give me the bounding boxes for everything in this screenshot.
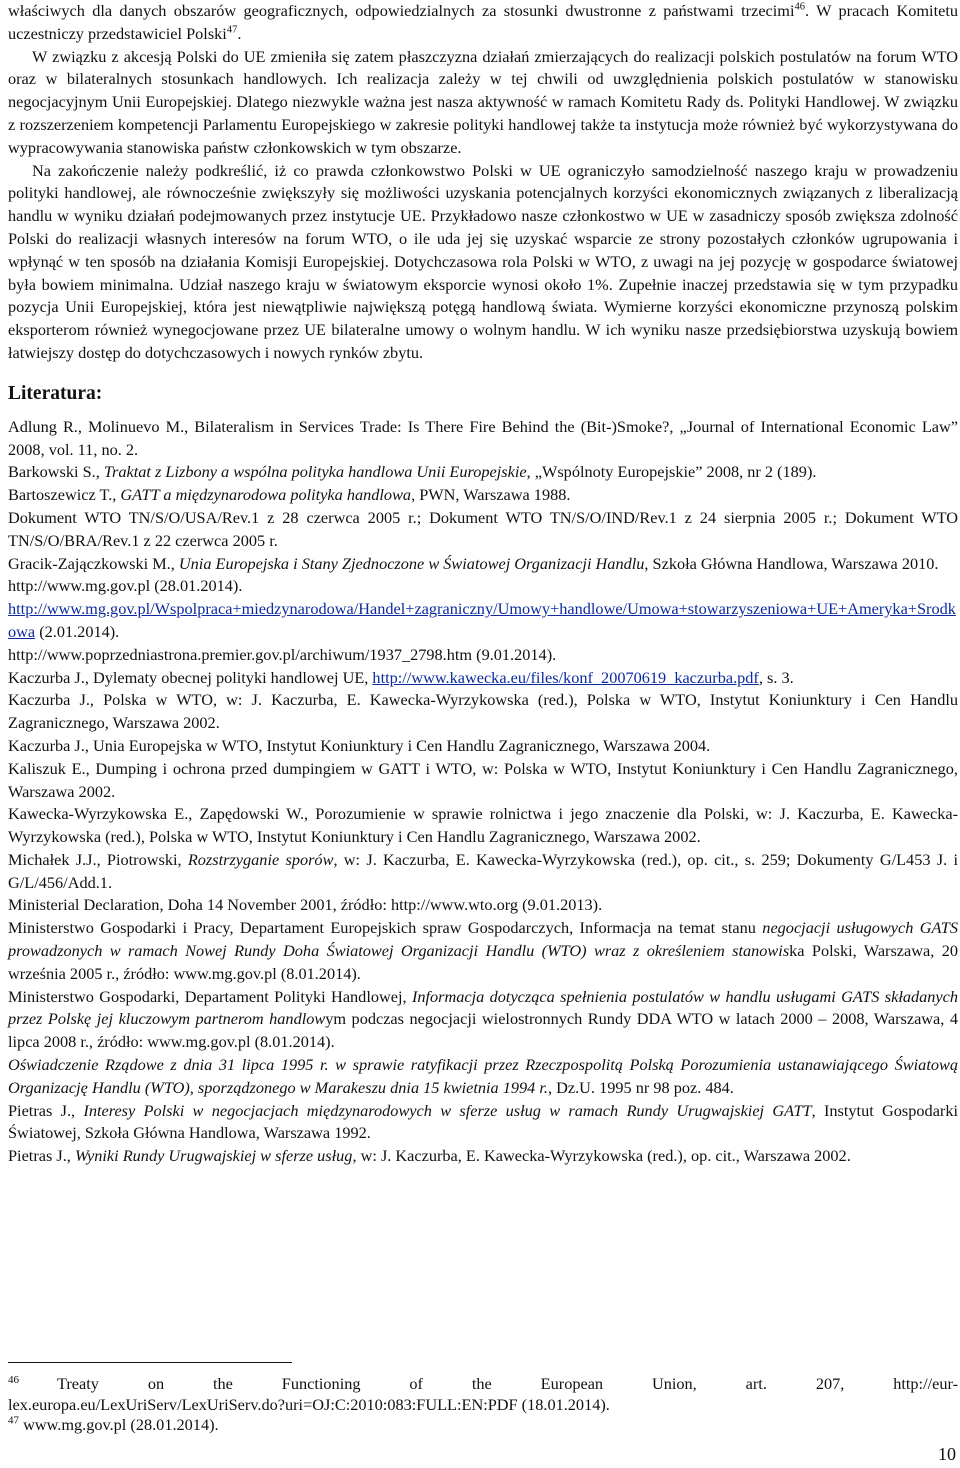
- main-text: [8, 0, 958, 1168]
- footnote-47: $^{47}$ www.mg.gov.pl (28.01.2014).: [8, 1414, 219, 1434]
- bib-entry: Dokument WTO TN/S/O/USA/Rev.1 z 28 czerwca 2005 r.; Dokument WTO TN/S/O/IND/Rev.1 z 24 sierpnia 2005 r.; Dokument WTO TN/S/O/BRA/Rev.1 z 22 czerwca 2005 r.: [8, 507, 958, 550]
- bib-entry: Kaczurba J., Dylematy obecnej polityki handlowej UE, http://www.kawecka.eu/files/konf_20070619_kaczurba.pdf, s. 3.: [8, 667, 794, 687]
- bib-entry: Pietras J., Interesy Polski w negocjacjach międzynarodowych w sferze usług w ramach Rundy Urugwajskiej GATT, Instytut Gospodarki Światowej, Szkoła Główna Handlowa, Warszawa 1992.: [8, 1100, 959, 1143]
- bib-entry: Pietras J., Wyniki Rundy Urugwajskiej w sferze usług, w: J. Kaczurba, E. Kawecka-Wyrzykowska (red.), op. cit., Warszawa 2002.: [8, 1146, 851, 1166]
- bib-entry: Kaczurba J., Polska w WTO, w: J. Kaczurba, E. Kawecka-Wyrzykowska (red.), Polska w WTO, Instytut Koniunktury i Cen Handlu Zagranicznego, Warszawa 2002.: [8, 690, 958, 733]
- page-number: 10: [938, 1444, 956, 1464]
- bib-entry: http://www.poprzedniastrona.premier.gov.pl/archiwum/1937_2798.htm (9.01.2014).: [8, 644, 557, 664]
- bib-entry: Bartoszewicz T., GATT a międzynarodowa polityka handlowa, PWN, Warszawa 1988.: [8, 485, 571, 505]
- bib-entry: http://www.mg.gov.pl/Wspolpraca+miedzynarodowa/Handel+zagraniczny/Umowy+handlowe/Umowa+stowarzyszeniowa+UE+Ameryka+Srodkowa (2.01.2014).: [8, 599, 956, 641]
- footnote-separator: [8, 1362, 292, 1363]
- bib-entry: Kawecka-Wyrzykowska E., Zapędowski W., Porozumienie w sprawie rolnictwa i jego znaczenie dla Polski, w: J. Kaczurba, E. Kawecka-Wyrzykowska (red.), Polska w WTO, Instytut Koniunktury i Cen Handlu Zagranicznego, Warszawa 2002.: [8, 804, 958, 847]
- bib-entry: Kaliszuk E., Dumping i ochrona przed dumpingiem w GATT i WTO, w: Polska w WTO, Instytut Koniunktury i Cen Handlu Zagranicznego, Warszawa 2002.: [8, 758, 958, 801]
- paragraph-continued: właściwych dla danych obszarów geograficznych, odpowiedzialnych za stosunki dwustronne z państwami trzecimi$^{46}$. W pracach Komitetu uczestniczy przedstawiciel Polski$^{47}$.: [8, 1, 958, 43]
- bib-entry: Michałek J.J., Piotrowski, Rozstrzyganie sporów, w: J. Kaczurba, E. Kawecka-Wyrzykowska (red.), op. cit., s. 259; Dokumenty G/L453 J. i G/L/456/Add.1.: [8, 849, 958, 892]
- footnotes: [8, 1374, 958, 1436]
- paragraph-accession: W związku z akcesją Polski do UE zmieniła się zatem płaszczyzna działań zmierzających do realizacji polskich postulatów na forum WTO oraz w bilateralnych stosunkach handlowych. Ich realizacja zależy w tej chwili od uwzględnienia polskich postulatów w stanowisku negocjacyjnym Unii Europejskiej. Dlatego niezwykle ważna jest nasza aktywność w ramach Komitetu Rady ds. Polityki Handlowej. W związku z rozszerzeniem kompetencji Parlamentu Europejskiego w zakresie polityki handlowej także ta instytucja może również być wykorzystywana do wypracowywania stanowiska państw członkowskich w tym obszarze.: [8, 46, 958, 157]
- bib-entry: Kaczurba J., Unia Europejska w WTO, Instytut Koniunktury i Cen Handlu Zagranicznego, Warszawa 2004.: [8, 735, 711, 755]
- bib-link-kawecka[interactable]: http://www.kawecka.eu/files/konf_20070619_kaczurba.pdf: [372, 667, 759, 687]
- bib-entry: Barkowski S., Traktat z Lizbony a wspólna polityka handlowa Unii Europejskie, „Wspólnoty Europejskie” 2008, nr 2 (189).: [8, 462, 817, 482]
- bib-entry: Ministerial Declaration, Doha 14 November 2001, źródło: http://www.wto.org (9.01.2013).: [8, 895, 603, 915]
- bibliography-list: [8, 416, 958, 1168]
- bib-entry: Gracik-Zajączkowski M., Unia Europejska i Stany Zjednoczone w Światowej Organizacji Handlu, Szkoła Główna Handlowa, Warszawa 2010.: [8, 553, 939, 573]
- bib-entry: Oświadczenie Rządowe z dnia 31 lipca 1995 r. w sprawie ratyfikacji przez Rzeczpospolitą Polską Porozumienia ustanawiającego Światową Organizację Handlu (WTO), sporządzonego w Marakeszu dnia 15 kwietnia 1994 r., Dz.U. 1995 nr 98 poz. 484.: [8, 1055, 958, 1097]
- literature-heading: Literatura:: [8, 382, 103, 404]
- footnote-ref-46[interactable]: 46: [794, 1, 805, 13]
- bib-link-mg-umowa[interactable]: http://www.mg.gov.pl/Wspolpraca+miedzynarodowa/Handel+zagraniczny/Umowy+handlowe/Umowa+stowarzyszeniowa+UE+Ameryka+Srodkowa: [8, 599, 956, 641]
- paragraph-conclusion: Na zakończenie należy podkreślić, iż co prawda członkowstwo Polski w UE ograniczyło samodzielność naszego kraju w prowadzeniu polityki handlowej, ale równocześnie zwiększyły się możliwości uzyskania potencjalnych korzyści ekonomicznych związanych z liberalizacją handlu w wyniku działań podejmowanych przez instytucje UE. Przykładowo nasze członkostwo w UE w zasadniczy sposób zwiększa zdolność Polski do realizacji własnych interesów na forum WTO, o ile uda jej się uzyskać wsparcie ze strony pozostałych członków ugrupowania i wpłynąć w ten sposób na działania Komisji Europejskiej. Dotychczasowa rola Polski w WTO, z uwagi na jej pozycję w gospodarce światowej była bowiem minimalna. Udział naszego kraju w światowym eksporcie wynosi około 1%. Zupełnie inaczej przedstawia się w tym przypadku pozycja Unii Europejskiej, która jest niewątpliwie największą potęgą handlową świata. Wymierne korzyści ekonomiczne przynoszą polskim eksporterom również wynegocjowane przez UE bilateralne umowy o wolnym handlu. W ich wyniku nasze przedsiębiorstwa uzyskują bowiem łatwiejszy dostęp do dotychczasowych i nowych rynków zbytu.: [8, 160, 958, 362]
- bib-entry: http://www.mg.gov.pl (28.01.2014).: [8, 576, 243, 596]
- footnote-ref-47[interactable]: 47: [226, 24, 238, 36]
- footnote-46: $^{46}$ Treaty on the Functioning of the European Union, art. 207, http://eur- lex.europa.eu/LexUriServ/LexUriServ.do?uri=OJ:C:2010:083:FULL:EN:PDF (18.01.2014).: [8, 1373, 958, 1414]
- bib-entry: Ministerstwo Gospodarki, Departament Polityki Handlowej, Informacja dotycząca spełnienia postulatów w handlu usługami GATS składanych przez Polskę jej kluczowym partnerom handlowym podczas negocjacji wielostronnych Rundy DDA WTO w latach 2000 – 2008, Warszawa, 4 lipca 2008 r., źródło: www.mg.gov.pl (8.01.2014).: [8, 986, 959, 1052]
- bib-entry: Adlung R., Molinuevo M., Bilateralism in Services Trade: Is There Fire Behind the (Bit-)Smoke?, „Journal of International Economic Law” 2008, vol. 11, no. 2.: [8, 416, 958, 459]
- bib-entry: Ministerstwo Gospodarki i Pracy, Departament Europejskich spraw Gospodarczych, Informacja na temat stanu negocjacji usługowych GATS prowadzonych w ramach Nowej Rundy Doha Światowej Organizacji Handlu (WTO) wraz z określeniem stanowiska Polski, Warszawa, 20 września 2005 r., źródło: www.mg.gov.pl (8.01.2014).: [8, 918, 958, 983]
